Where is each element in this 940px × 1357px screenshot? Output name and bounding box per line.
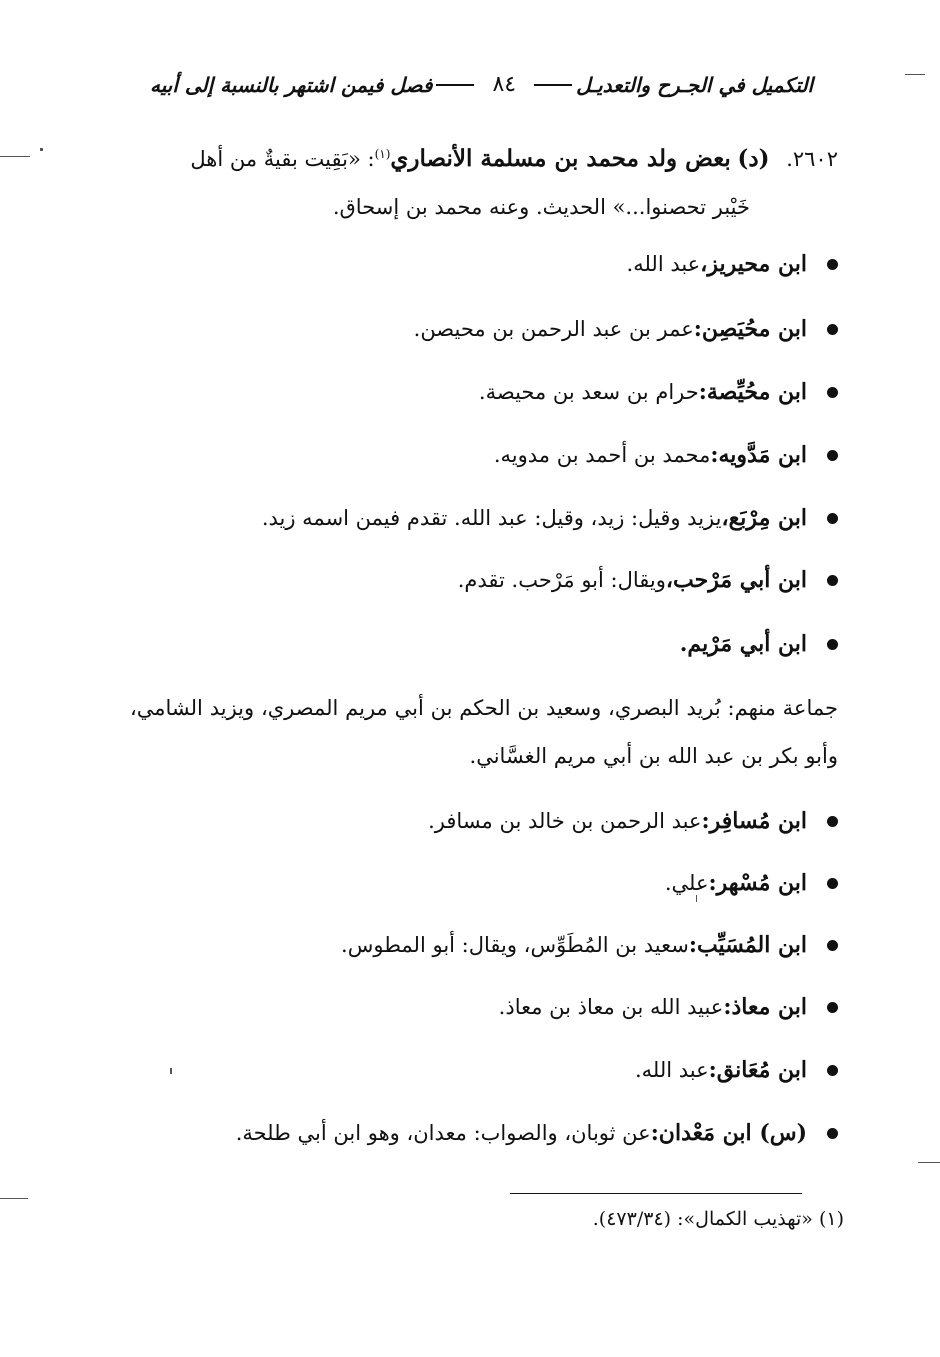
entry-code: (د): [737, 145, 770, 172]
item-name: ابن أبي مَرْحب،: [665, 567, 807, 593]
item-desc: عبيد الله بن معاذ بن معاذ.: [498, 995, 724, 1019]
item-name: ابن محيريز،: [700, 251, 807, 277]
bullet-dot: [827, 816, 838, 827]
item-name: ابن مُسْهر:: [708, 870, 807, 896]
item-desc: حرام بن سعد بن محيصة.: [478, 380, 699, 404]
header-book-title: التكميل في الجـرح والتعديـل: [576, 72, 814, 97]
item-name: ابن مَدَّويه:: [710, 442, 807, 468]
item-desc: سعيد بن المُطَوِّس، ويقال: أبو المطوس.: [341, 933, 689, 957]
entry-name: بعض ولد محمد بن مسلمة الأنصاري: [390, 145, 731, 172]
list-item: [627, 244, 838, 284]
header-dash: [436, 84, 474, 86]
item-name: ابن معاذ:: [723, 994, 807, 1020]
entry-2602: [130, 130, 838, 231]
scan-speck: [40, 148, 43, 151]
footnote-ref: (١): [374, 147, 391, 161]
bullet-dot: [827, 450, 838, 461]
list-item: [262, 498, 838, 538]
entry-number: ٢٦٠٢.: [786, 147, 838, 171]
list-item: [428, 801, 838, 841]
header-left-group: [530, 73, 813, 97]
bullet-dot: [827, 940, 838, 951]
item-desc: علي.: [664, 871, 709, 895]
scan-speck: [696, 895, 697, 902]
bullet-dot: [827, 575, 838, 586]
bullet-dot: [827, 1065, 838, 1076]
item-name: ابن مُعَانق:: [708, 1057, 807, 1083]
item-name: ابن أبي مَرْيم.: [679, 631, 807, 657]
header-section-title: فصل فيمن اشتهر بالنسبة إلى أبيه: [150, 72, 433, 97]
list-item: [341, 925, 838, 965]
bullet-dot: [827, 878, 838, 889]
entry-text-1: : «بَقِيت بقيةٌ من أهل: [190, 147, 375, 171]
bullet-dot: [827, 259, 838, 270]
item-name: ابن محُيِّصة:: [698, 379, 807, 405]
list-item: [635, 1050, 838, 1090]
scan-speck: [918, 1162, 940, 1163]
footnote-separator: [510, 1193, 802, 1194]
item-name: ابن المُسَيِّب:: [688, 932, 807, 958]
scan-speck: [905, 74, 925, 75]
running-header: [150, 72, 814, 97]
item-desc: ويقال: أبو مَرْحب. تقدم.: [457, 568, 666, 592]
list-item: [665, 863, 838, 903]
list-item: [499, 987, 838, 1027]
list-item: [458, 560, 838, 600]
header-dash: [534, 84, 572, 86]
bullet-dot: [827, 1002, 838, 1013]
item-desc: يزيد وقيل: زيد، وقيل: عبد الله. تقدم فيمن اسمه زيد.: [261, 506, 722, 530]
list-item: [494, 435, 838, 475]
item-name: ابن مُسافِر:: [701, 808, 807, 834]
page-number: ٨٤: [492, 72, 517, 97]
entry-text-2: خَيْبر تحصنوا...» الحديث. وعنه محمد بن إسحاق.: [332, 195, 750, 219]
list-item: [414, 309, 838, 349]
scan-speck: [0, 156, 30, 157]
item-desc: عبد الرحمن بن خالد بن مسافر.: [428, 809, 702, 833]
bullet-dot: [827, 324, 838, 335]
list-item: [479, 372, 838, 412]
bullet-dot: [827, 387, 838, 398]
bullet-dot: [827, 639, 838, 650]
item-name: ابن مِرْبَع،: [721, 505, 807, 531]
item-desc: عن ثوبان، والصواب: معدان، وهو ابن أبي طلحة.: [235, 1121, 651, 1145]
item-name: ابن محُيَصِن:: [693, 316, 807, 342]
item-desc: عمر بن عبد الرحمن بن محيصن.: [413, 317, 694, 341]
header-right-group: [150, 73, 478, 97]
item-name: (س) ابن مَعْدان:: [650, 1120, 807, 1146]
footnote: (١) «تهذيب الكمال»: (٤٧٣/٣٤).: [592, 1208, 844, 1230]
group-paragraph: جماعة منهم: بُريد البصري، وسعيد بن الحكم بن أبي مريم المصري، ويزيد الشامي، وأبو بكر بن عبد الله بن أبي مريم الغسَّاني.: [130, 696, 838, 768]
bullet-dot: [827, 1128, 838, 1139]
item-desc: محمد بن أحمد بن مدويه.: [493, 443, 711, 467]
item-desc: عبد الله.: [626, 252, 701, 276]
item-desc: عبد الله.: [634, 1058, 709, 1082]
list-item: [680, 624, 838, 664]
list-item: [236, 1113, 838, 1153]
scan-speck: [0, 1198, 28, 1199]
scan-speck: [170, 1068, 172, 1074]
bullet-dot: [827, 513, 838, 524]
